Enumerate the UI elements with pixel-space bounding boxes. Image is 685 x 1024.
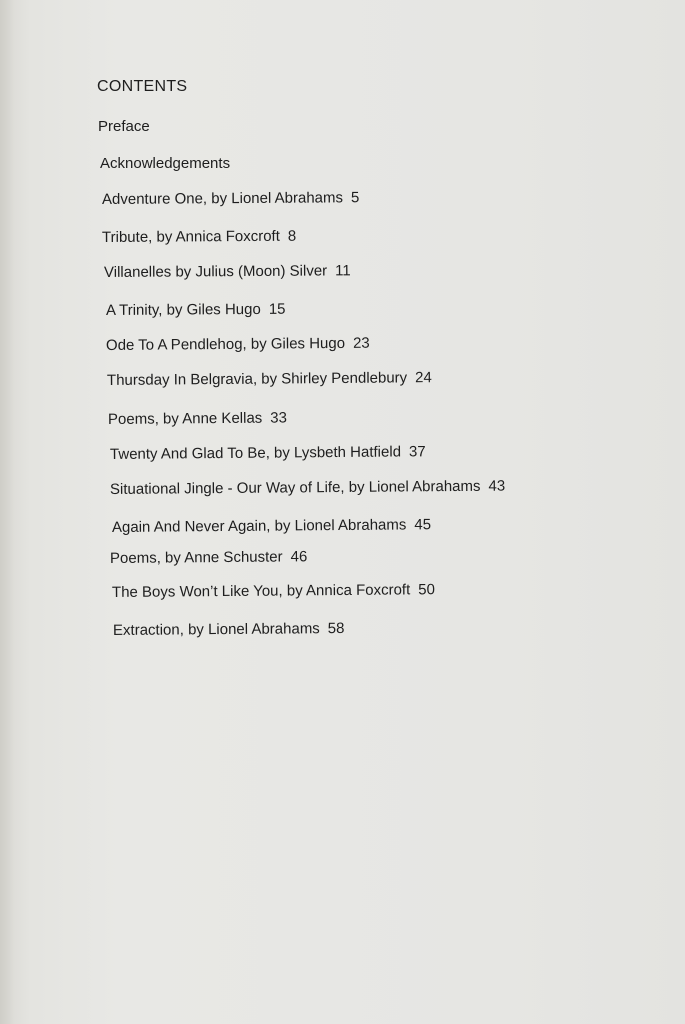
entry-page-number: 50 <box>418 581 435 599</box>
entry-title: Again And Never Again, by Lionel Abrahams <box>111 516 407 536</box>
toc-entry <box>108 409 287 428</box>
toc-entry <box>106 335 370 354</box>
entry-page-number: 5 <box>350 189 360 207</box>
entry-title: Poems, by Anne Schuster <box>109 548 283 567</box>
toc-entry <box>104 262 351 281</box>
toc-entry <box>113 620 345 639</box>
entry-page-number: 33 <box>270 409 288 427</box>
toc-entry <box>106 301 286 319</box>
entry-title: Adventure One, by Lionel Abrahams <box>101 189 344 208</box>
toc-entry <box>110 478 505 498</box>
entry-page-number: 15 <box>268 300 286 318</box>
toc-entry <box>102 189 359 208</box>
entry-title: A Trinity, by Giles Hugo <box>105 300 261 319</box>
contents-heading: CONTENTS <box>97 78 188 95</box>
entry-title: Thursday In Belgravia, by Shirley Pendlebury <box>106 369 408 389</box>
entry-title: Situational Jingle - Our Way of Life, by Lionel Abrahams <box>109 477 481 498</box>
entry-page-number: 23 <box>352 334 370 352</box>
entry-page-number: 46 <box>290 548 308 566</box>
toc-entry-preface <box>98 118 150 135</box>
entry-title: Tribute, by Annica Foxcroft <box>101 227 280 246</box>
toc-entry-acknowledgements <box>100 155 230 172</box>
entry-page-number: 58 <box>327 619 345 638</box>
entry-title: Preface <box>98 118 150 135</box>
entry-title: Ode To A Pendlehog, by Giles Hugo <box>105 334 346 354</box>
entry-title: Villanelles by Julius (Moon) Silver <box>103 262 328 281</box>
entry-page-number: 43 <box>488 477 506 495</box>
entry-title: Acknowledgements <box>100 155 231 172</box>
entry-page-number: 24 <box>415 369 432 387</box>
toc-entry <box>107 369 432 389</box>
entry-title: Extraction, by Lionel Abrahams <box>112 620 320 639</box>
toc-entry <box>110 443 426 463</box>
entry-page-number: 37 <box>408 443 426 461</box>
entry-page-number: 45 <box>414 516 432 534</box>
entry-title: Twenty And Glad To Be, by Lysbeth Hatfield <box>109 443 402 463</box>
entry-title: The Boys Won’t Like You, by Annica Foxcroft <box>111 581 411 601</box>
entry-page-number: 11 <box>335 262 351 280</box>
toc-entry <box>102 228 296 246</box>
toc-entry <box>112 581 435 601</box>
entry-title: Poems, by Anne Kellas <box>107 409 263 428</box>
entry-page-number: 8 <box>287 227 297 245</box>
toc-entry <box>112 516 431 536</box>
toc-entry <box>110 548 307 567</box>
